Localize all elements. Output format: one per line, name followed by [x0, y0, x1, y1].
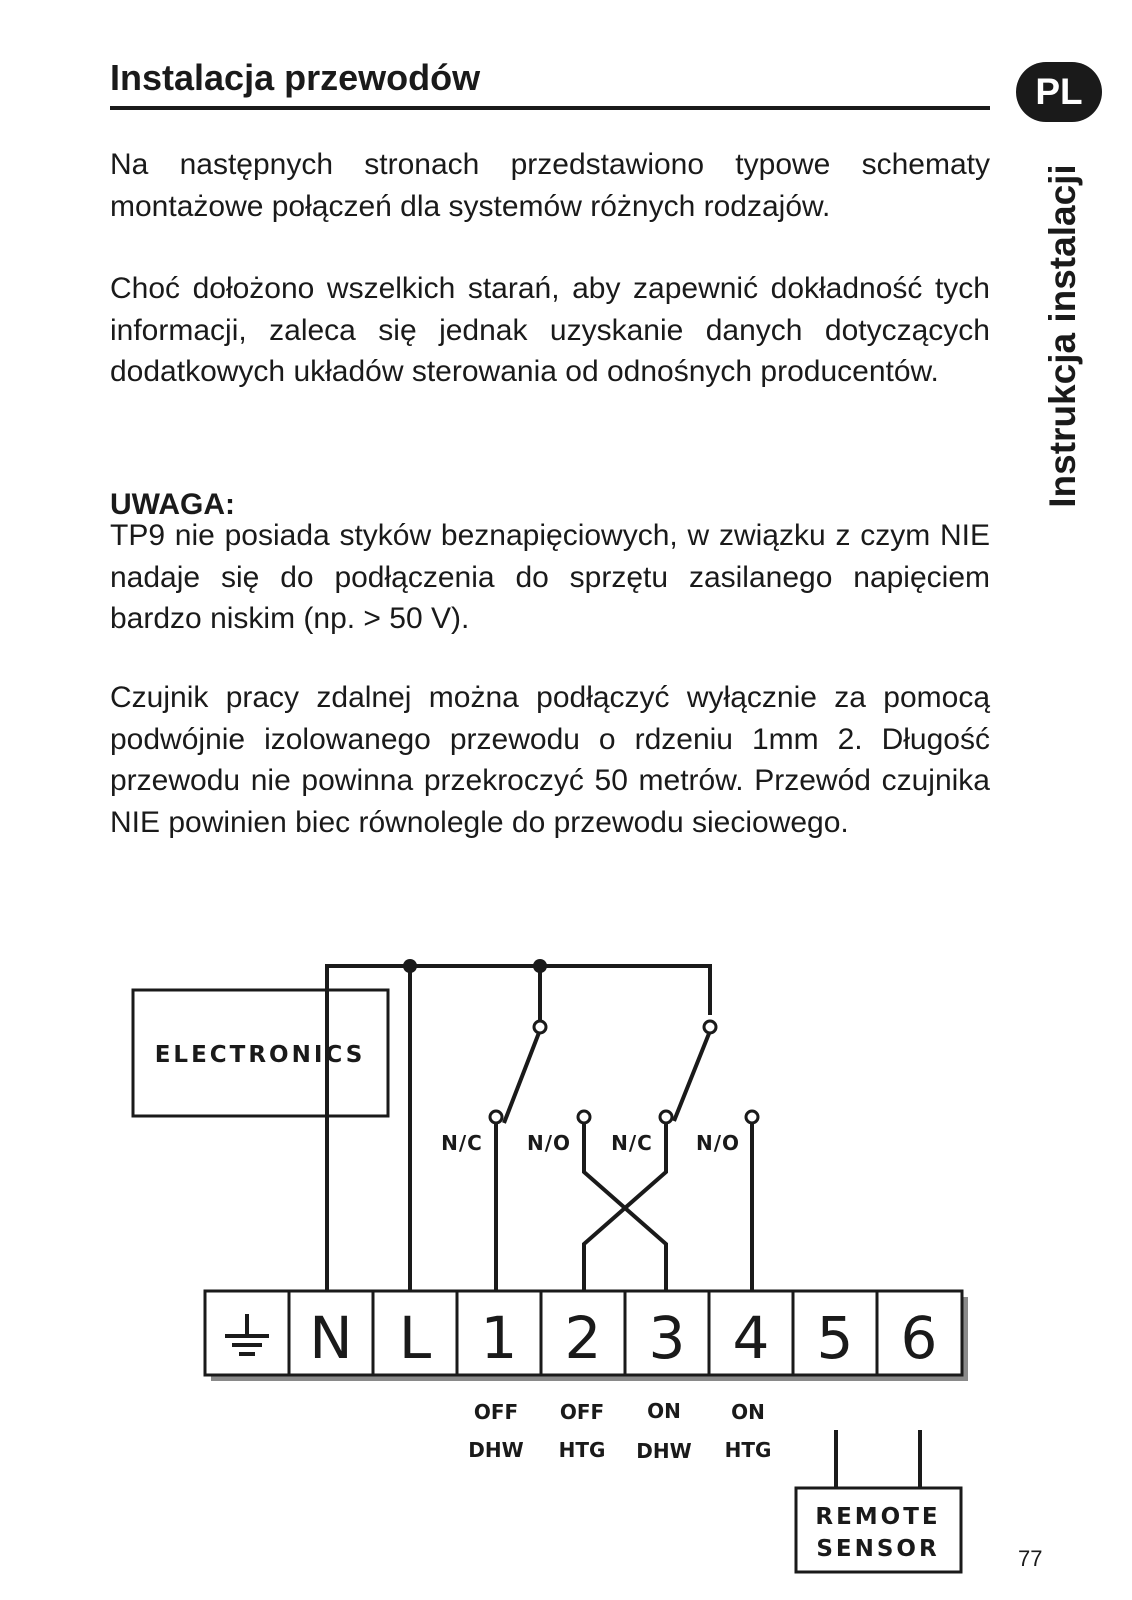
function-label: HTG	[724, 1438, 772, 1462]
function-label: HTG	[558, 1438, 606, 1462]
terminal-label: N	[309, 1304, 353, 1372]
contact-label: N/C	[441, 1131, 483, 1155]
contact-terminal	[704, 1021, 716, 1033]
contact-label: N/C	[611, 1131, 653, 1155]
intro-paragraph: Na następnych stronach przedstawiono typowe schematy montażowe połączeń dla systemów różnych rodzajów.	[110, 148, 990, 223]
language-badge: PL	[1016, 62, 1102, 122]
junction-dot	[533, 959, 547, 973]
page-number: 77	[1018, 1546, 1043, 1571]
function-label: OFF	[473, 1400, 519, 1424]
heading-rule	[110, 106, 990, 110]
note-title: UWAGA:	[110, 488, 235, 521]
relay-2-switch-arm	[674, 1031, 710, 1121]
function-label: ON	[647, 1399, 681, 1423]
contact-label: N/O	[526, 1131, 572, 1155]
side-section-title: Instrukcja instalacji	[1042, 164, 1083, 508]
page-heading: Instalacja przewodów	[110, 57, 481, 98]
terminal-label: 3	[648, 1304, 686, 1372]
relay-1-switch-arm	[504, 1030, 540, 1123]
terminal-label: 5	[816, 1304, 854, 1372]
function-label: OFF	[559, 1400, 605, 1424]
terminal-label: 4	[732, 1304, 770, 1372]
terminal-label: L	[398, 1304, 432, 1372]
terminal-label: 1	[480, 1304, 518, 1372]
contact-terminal	[746, 1111, 758, 1123]
contact-terminal	[534, 1021, 546, 1033]
contact-terminal	[578, 1111, 590, 1123]
remote-sensor-label: REMOTE	[815, 1504, 941, 1530]
function-label: DHW	[636, 1439, 692, 1463]
function-label: ON	[731, 1400, 765, 1424]
electronics-label: ELECTRONICS	[154, 1042, 366, 1068]
note-paragraph: TP9 nie posiada styków beznapięciowych, w związku z czym NIE nadaje się do podłączenia do sprzętu zasilanego napięciem bardzo niskim (np. > 50 V).	[110, 519, 990, 635]
junction-dot	[403, 959, 417, 973]
remote-sensor-label: SENSOR	[816, 1536, 940, 1562]
terminal-label: 2	[564, 1304, 602, 1372]
sensor-paragraph: Czujnik pracy zdalnej można podłączyć wyłącznie za pomocą podwójnie izolowanego przewodu o rdzeniu 1mm 2. Długość przewodu nie powinna przekroczyć 50 metrów. Przewód czujnika NIE powinien biec równolegle do przewodu sieciowego.	[110, 681, 990, 839]
terminal-label: 6	[900, 1304, 938, 1372]
contact-terminal	[660, 1111, 672, 1123]
function-label: DHW	[468, 1438, 524, 1462]
contact-terminal	[490, 1111, 502, 1123]
accuracy-paragraph: Choć dołożono wszelkich starań, aby zapewnić dokładność tych informacji, zaleca się jednak uzyskanie danych dotyczących dodatkowych układów sterowania od odnośnych producentów.	[110, 272, 990, 388]
contact-label: N/O	[695, 1131, 741, 1155]
